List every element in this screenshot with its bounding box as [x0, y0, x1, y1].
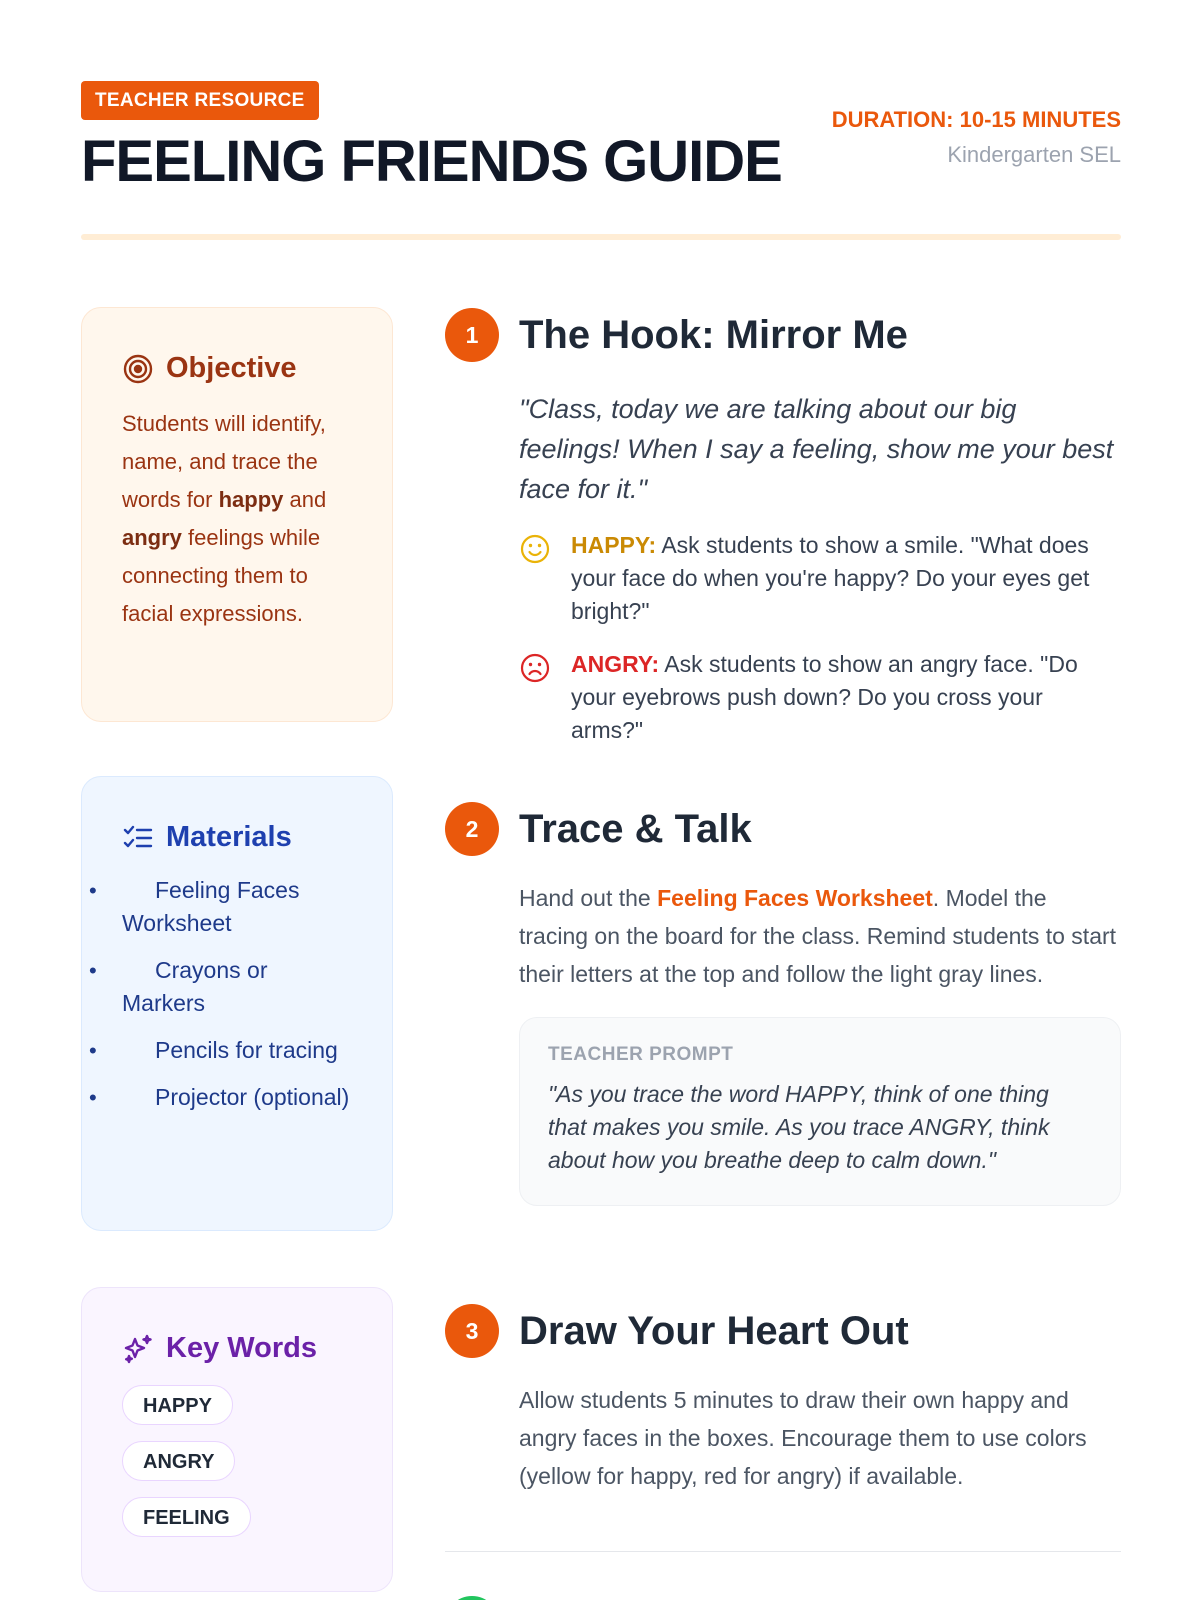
objective-text-end: feelings while connecting them to facial expressions.: [122, 525, 321, 626]
lesson-page: [81, 0, 1121, 1600]
key-word-row: [122, 1497, 352, 1553]
angry-feeling-row: [519, 648, 1121, 747]
section-divider: [445, 1551, 1121, 1552]
materials-item: • Pencils for tracing: [122, 1034, 352, 1067]
objective-text-and: and: [283, 487, 327, 512]
grade-label: Kindergarten SEL: [947, 142, 1121, 167]
teacher-prompt-box: [519, 1017, 1121, 1206]
happy-label: HAPPY:: [571, 532, 657, 558]
step-3-text: Allow students 5 minutes to draw their own happy and angry faces in the boxes. Encourage them to use colors (yellow for happy, red for angry) if available.: [519, 1387, 1087, 1489]
materials-list: [122, 874, 352, 1114]
objective-header: [122, 352, 352, 385]
key-words-title: Key Words: [166, 1332, 317, 1364]
step-3-body: [519, 1381, 1121, 1495]
angry-label: ANGRY:: [571, 651, 660, 677]
checklist-icon: [122, 822, 154, 854]
materials-item: • Projector (optional): [122, 1081, 352, 1114]
step-1-number: 1: [445, 308, 499, 362]
step-3-number: 3: [445, 1304, 499, 1358]
worksheet-highlight: Feeling Faces Worksheet: [657, 885, 933, 911]
materials-card: [81, 776, 393, 1231]
key-words-header: [122, 1332, 352, 1365]
smile-icon: [519, 529, 551, 628]
angry-text: Ask students to show an angry face. "Do your eyebrows push down? Do you cross your arms?": [571, 651, 1078, 743]
key-word-row: [122, 1385, 352, 1441]
angry-prompt: [571, 648, 1121, 747]
step-2-number: 2: [445, 802, 499, 856]
happy-text: Ask students to show a smile. "What does your face do when you're happy? Do your eyes get bright?": [571, 532, 1090, 624]
frown-icon: [519, 648, 551, 747]
happy-feeling-row: [519, 529, 1121, 628]
step-1-body: [519, 389, 1121, 747]
objective-card: [81, 307, 393, 722]
objective-title: Objective: [166, 352, 297, 384]
materials-item: • Crayons or Markers: [122, 954, 352, 1020]
header-divider: [81, 234, 1121, 240]
teacher-resource-tag: TEACHER RESOURCE: [81, 81, 319, 120]
key-word-pill: HAPPY: [122, 1385, 233, 1425]
teacher-prompt-label: TEACHER PROMPT: [548, 1044, 734, 1065]
duration-label: DURATION: 10-15 MINUTES: [831, 107, 1121, 132]
step-2-title: Trace & Talk: [519, 807, 752, 851]
key-word-pill: FEELING: [122, 1497, 251, 1537]
key-word-pill: ANGRY: [122, 1441, 235, 1481]
sparkles-icon: [122, 1333, 154, 1365]
key-word-row: [122, 1441, 352, 1497]
step-3-title: Draw Your Heart Out: [519, 1309, 909, 1353]
objective-text: [122, 405, 352, 633]
teacher-prompt-text: "As you trace the word HAPPY, think of one thing that makes you smile. As you trace ANGRY, think about how you breathe deep to calm down.": [548, 1081, 1050, 1173]
key-words-card: [81, 1287, 393, 1592]
objective-text-start: Students will identify, name, and trace the words for: [122, 411, 326, 512]
next-step-marker: [445, 1596, 499, 1600]
page-title: FEELING FRIENDS GUIDE: [81, 129, 782, 194]
step-1-quote: "Class, today we are talking about our big feelings! When I say a feeling, show me your best face for it.": [519, 394, 1114, 504]
step-2-text-start: Hand out the: [519, 885, 658, 911]
materials-title: Materials: [166, 821, 292, 853]
target-icon: [122, 353, 154, 385]
materials-item: • Feeling Faces Worksheet: [122, 874, 352, 940]
lesson-meta: [832, 106, 1121, 169]
step-2-text-end: . Model the tracing on the board for the class. Remind students to start their letters at the top and follow the light gray lines.: [519, 885, 1117, 987]
step-2-body: [519, 879, 1121, 1206]
objective-happy-word: happy: [218, 487, 284, 512]
materials-header: [122, 821, 352, 854]
objective-angry-word: angry: [122, 525, 182, 550]
happy-prompt: [571, 529, 1121, 628]
step-2-text: [519, 879, 1121, 993]
step-1-title: The Hook: Mirror Me: [519, 313, 908, 357]
